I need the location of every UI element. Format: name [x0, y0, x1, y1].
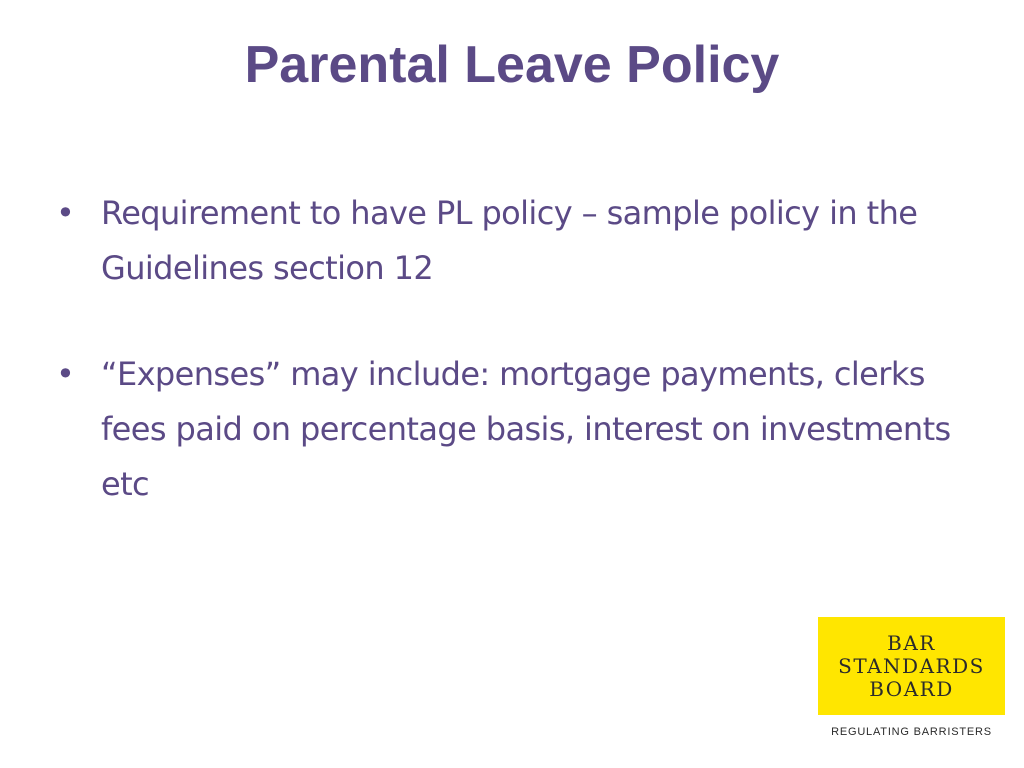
bullet-text: “Expenses” may include: mortgage payments, clerks fees paid on percentage basis, interest on investments etc	[101, 355, 951, 503]
bullet-icon: •	[56, 194, 75, 232]
bullet-item	[56, 347, 976, 512]
logo-line-standards: STANDARDS	[838, 653, 985, 678]
bullet-text: Requirement to have PL policy – sample policy in the Guidelines section 12	[101, 194, 918, 287]
logo-tagline: REGULATING BARRISTERS	[831, 726, 992, 738]
slide-title: Parental Leave Policy	[244, 36, 780, 94]
bar-standards-board-logo	[818, 617, 1005, 743]
logo-line-board: BOARD	[869, 676, 954, 701]
bullet-item	[56, 186, 976, 296]
logo-line-bar: BAR	[887, 630, 936, 655]
logo-box	[818, 617, 1005, 715]
bullet-icon: •	[56, 355, 75, 393]
bullet-list	[56, 186, 976, 512]
